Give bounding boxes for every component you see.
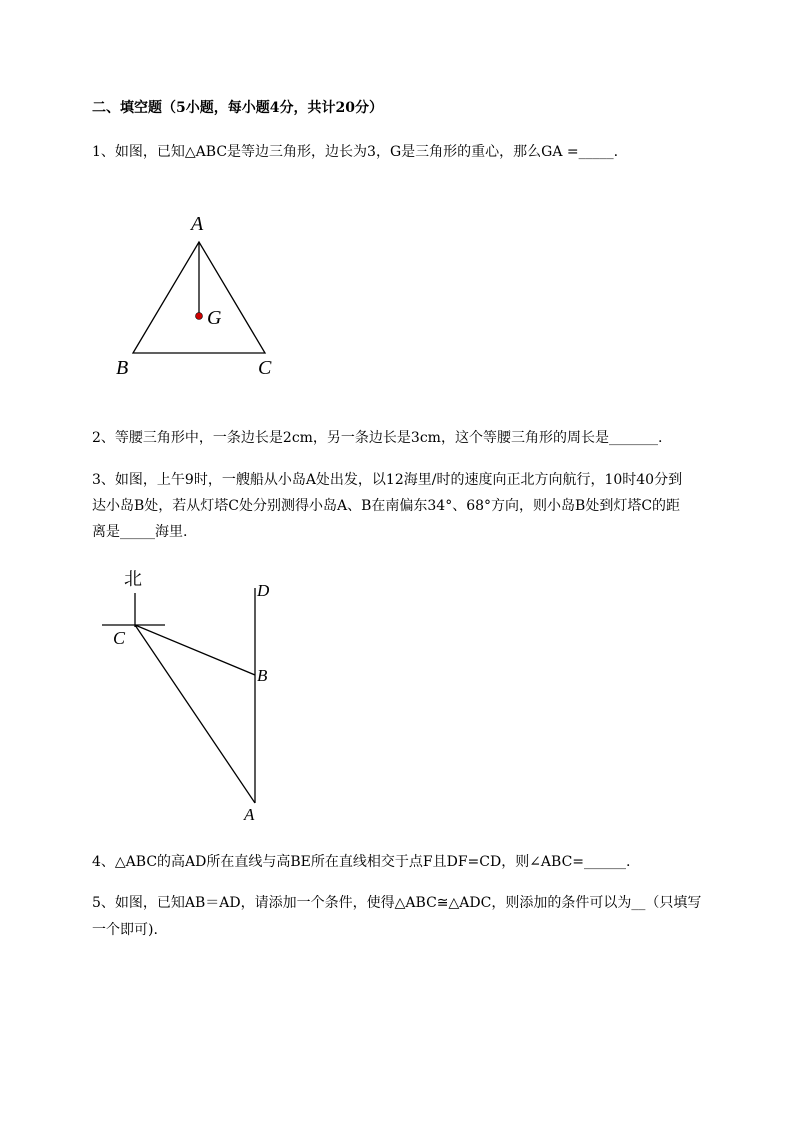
question-1-text: 1、如图，已知△ABC是等边三角形，边长为3，G是三角形的重心，那么GA =_____.: [92, 144, 619, 160]
centroid-point-g: [196, 313, 203, 320]
figure-lighthouse-navigation: [95, 565, 295, 830]
label-g: G: [207, 307, 222, 329]
label-b: B: [116, 357, 129, 379]
figure-equilateral-triangle: [100, 200, 300, 390]
label-c: C: [113, 628, 126, 648]
label-a: A: [191, 213, 204, 235]
section-title: 二、填空题（5小题，每小题4分，共计20分）: [92, 100, 383, 116]
label-c: C: [258, 357, 272, 379]
label-d: D: [257, 581, 270, 600]
question-3-line-2: 达小岛B处，若从灯塔C处分别测得小岛A、B在南偏东34°、68°方向，则小岛B处到灯塔C的距: [92, 498, 681, 514]
segment-cb: [135, 625, 255, 675]
segment-ca: [135, 625, 255, 803]
question-4-text: 4、△ABC的高AD所在直线与高BE所在直线相交于点F且DF=CD，则∠ABC=______.: [92, 854, 631, 870]
label-north: 北: [124, 569, 142, 590]
question-3-line-1: 3、如图，上午9时，一艘船从小岛A处出发，以12海里/时的速度向正北方向航行，10时40分到: [92, 472, 683, 488]
question-5-line-2: 一个即可).: [92, 922, 158, 938]
label-a: A: [244, 805, 255, 824]
question-5-line-1: 5、如图，已知AB＝AD，请添加一个条件，使得△ABC≅△ADC，则添加的条件可以为__（只填写: [92, 895, 702, 911]
question-2-text: 2、等腰三角形中，一条边长是2cm，另一条边长是3cm，这个等腰三角形的周长是_______.: [92, 430, 663, 446]
label-b: B: [257, 666, 268, 685]
question-3-line-3: 离是_____海里.: [92, 524, 188, 540]
